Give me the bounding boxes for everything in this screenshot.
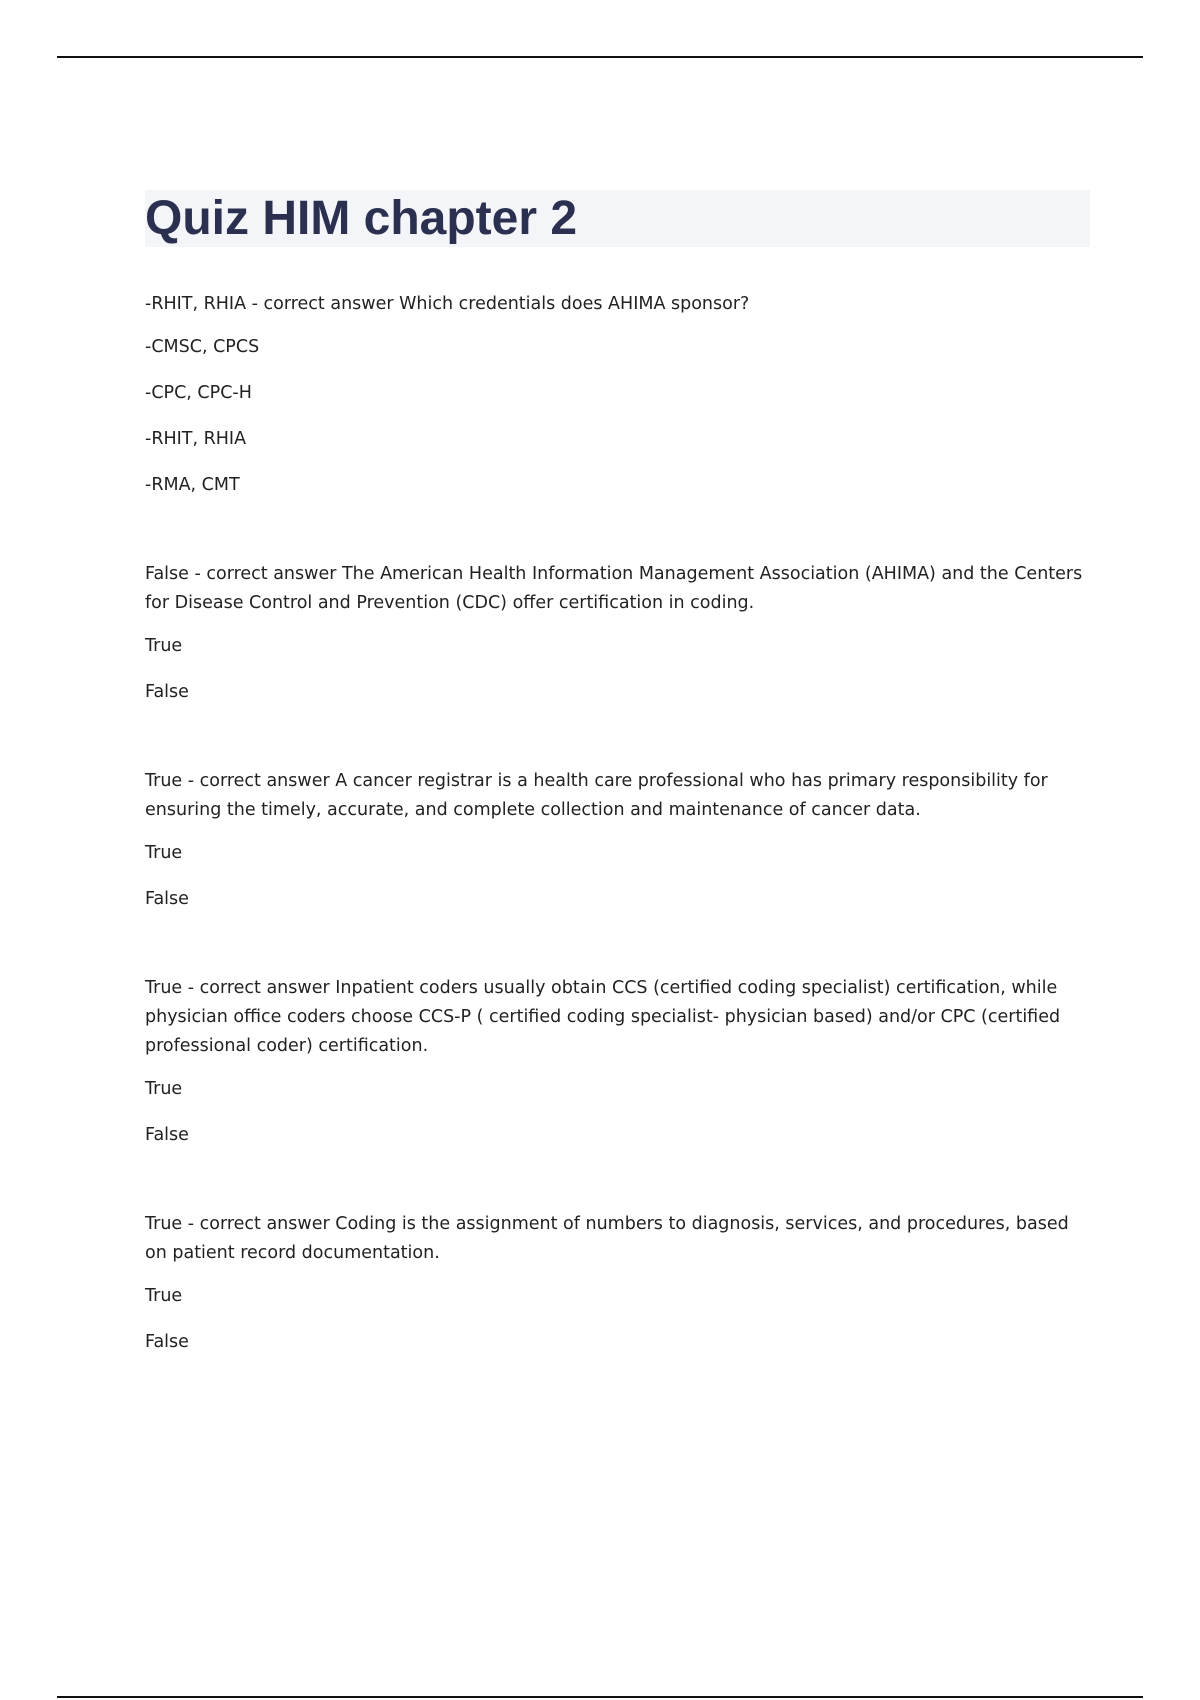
footer-rule bbox=[57, 1696, 1143, 1698]
answer-option: -RMA, CMT bbox=[145, 475, 240, 495]
question-block-5 bbox=[145, 1210, 1090, 1357]
question-block-3 bbox=[145, 767, 1090, 914]
answer-option: -CMSC, CPCS bbox=[145, 337, 260, 357]
question-block-4 bbox=[145, 974, 1090, 1150]
answer-option: False bbox=[145, 1125, 189, 1145]
answer-option: -CPC, CPC-H bbox=[145, 383, 252, 403]
page-title: Quiz HIM chapter 2 bbox=[145, 192, 578, 245]
answer-option: False bbox=[145, 889, 189, 909]
header-rule bbox=[57, 56, 1143, 58]
answer-option: True bbox=[145, 1079, 183, 1099]
question-text: True - correct answer Coding is the assignment of numbers to diagnosis, services, and procedures, based on patient record documentation. bbox=[145, 1214, 1069, 1263]
question-text: True - correct answer A cancer registrar is a health care professional who has primary responsibility for ensuring the timely, accurate, and complete collection and maintenance of cancer data. bbox=[145, 771, 1048, 820]
question-text: False - correct answer The American Health Information Management Association (AHIMA) and the Centers for Disease Control and Prevention (CDC) offer certification in coding. bbox=[145, 564, 1083, 613]
answer-option: True bbox=[145, 1286, 183, 1306]
answer-option: -RHIT, RHIA bbox=[145, 429, 247, 449]
title-banner bbox=[145, 190, 1090, 247]
question-text: True - correct answer Inpatient coders usually obtain CCS (certified coding specialist) certification, while physician office coders choose CCS-P ( certified coding specialist- physician based) and/or CPC (certified professional coder) certification. bbox=[145, 978, 1061, 1056]
quiz-content bbox=[145, 290, 1090, 1357]
answer-option: False bbox=[145, 1332, 189, 1352]
question-block-2 bbox=[145, 560, 1090, 707]
answer-option: True bbox=[145, 636, 183, 656]
answer-option: False bbox=[145, 682, 189, 702]
answer-option: True bbox=[145, 843, 183, 863]
question-block-1 bbox=[145, 290, 1090, 500]
question-text: -RHIT, RHIA - correct answer Which credentials does AHIMA sponsor? bbox=[145, 294, 750, 314]
